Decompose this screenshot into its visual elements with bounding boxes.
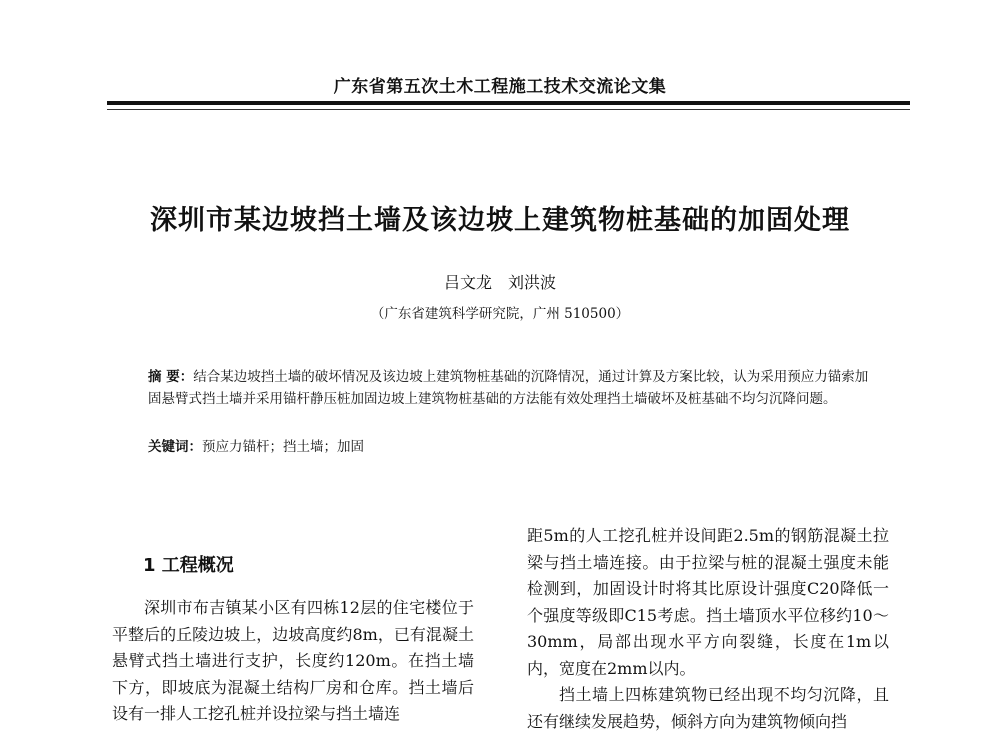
right-paragraph-1: 距5m的人工挖孔桩并设间距2.5m的钢筋混凝土拉梁与挡土墙连接。由于拉梁与桩的混凝土强度未能检测到，加固设计时将其比原设计强度C20降低一个强度等级即C15考虑。挡土墙顶水平位移约10～30mm，局部出现水平方向裂缝，长度在1m以内，宽度在2mm以内。 xyxy=(527,526,889,678)
left-paragraph-1: 深圳市布吉镇某小区有四栋12层的住宅楼位于平整后的丘陵边坡上，边坡高度约8m，已有混凝土悬臂式挡土墙进行支护，长度约120m。在挡土墙下方，即坡底为混凝土结构厂房和仓库。挡土墙后设有一排人工挖孔桩并设拉梁与挡土墙连 xyxy=(112,598,474,723)
running-header: 广东省第五次土木工程施工技术交流论文集 xyxy=(333,77,667,97)
header-rule-thin xyxy=(107,109,910,110)
keywords xyxy=(148,436,870,458)
header-rule-thick xyxy=(107,101,910,105)
right-paragraph-2: 挡土墙上四栋建筑物已经出现不均匀沉降，且还有继续发展趋势，倾斜方向为建筑物倾向挡 xyxy=(527,685,889,731)
abstract-text: 结合某边坡挡土墙的破坏情况及该边坡上建筑物桩基础的沉降情况，通过计算及方案比较，认为采用预应力锚索加固悬臂式挡土墙并采用锚杆静压桩加固边坡上建筑物桩基础的方法能有效处理挡土墙破坏及桩基础不均匀沉降问题。 xyxy=(148,369,869,407)
abstract-label: 摘 要： xyxy=(148,369,194,385)
paper-affiliation: （广东省建筑科学研究院，广州 510500） xyxy=(370,306,630,322)
section-heading-1: 1 工程概况 xyxy=(143,555,234,576)
keywords-label: 关键词： xyxy=(148,439,202,455)
paper-authors: 吕文龙 刘洪波 xyxy=(443,273,556,292)
keywords-text: 预应力锚杆；挡土墙；加固 xyxy=(202,439,364,455)
right-column xyxy=(527,523,889,735)
abstract xyxy=(148,366,870,410)
paper-title: 深圳市某边坡挡土墙及该边坡上建筑物桩基础的加固处理 xyxy=(150,205,850,236)
left-column xyxy=(112,595,474,728)
